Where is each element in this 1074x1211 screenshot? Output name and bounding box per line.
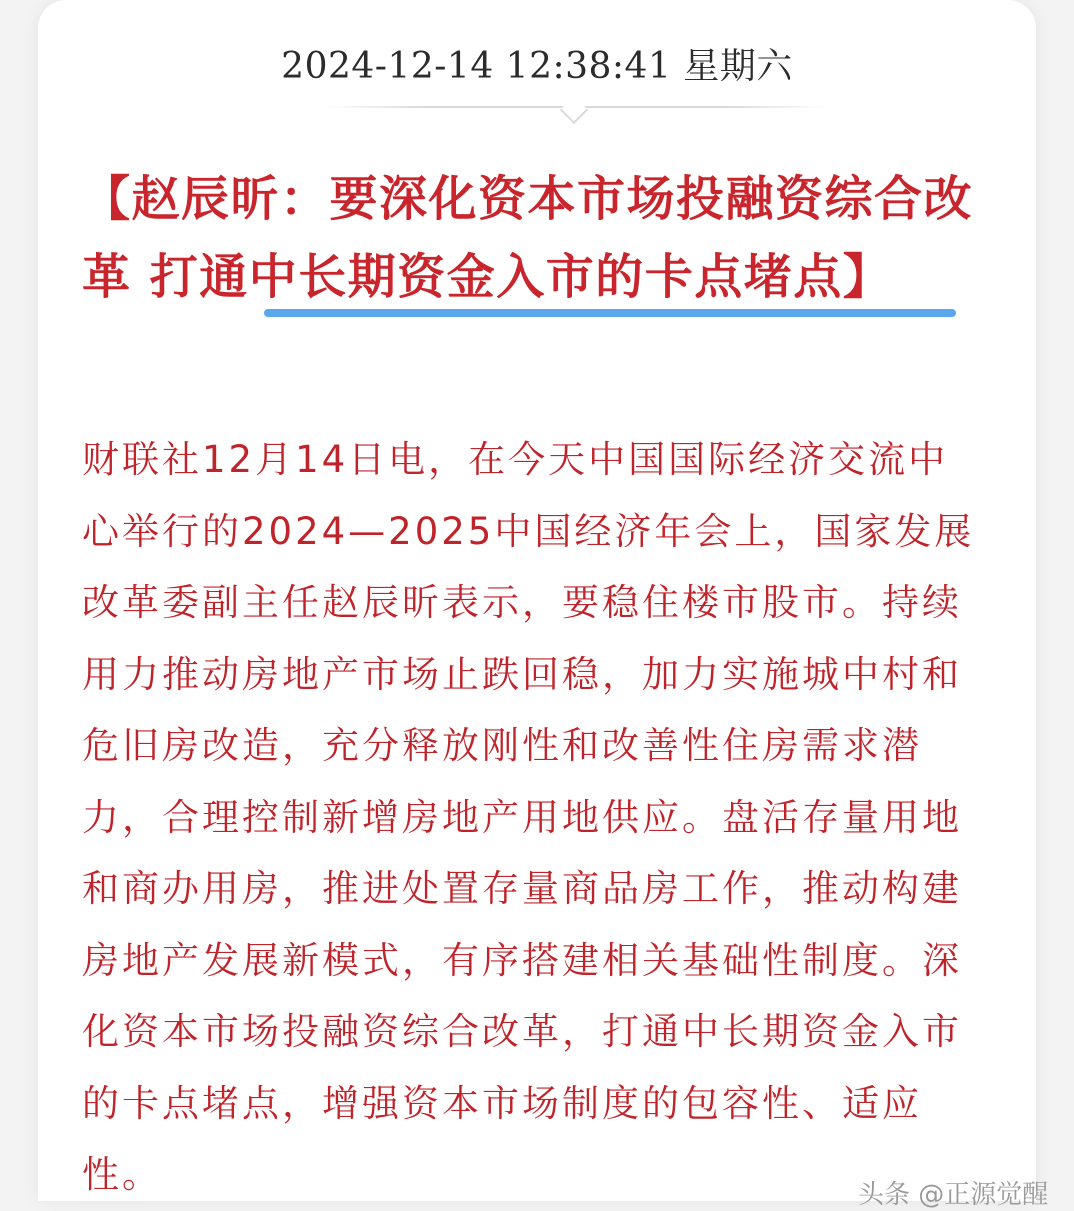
datetime-label: 2024-12-14 12:38:41 星期六 — [281, 46, 793, 87]
divider-notch-icon — [560, 96, 588, 124]
article-body: 财联社12月14日电，在今天中国国际经济交流中心举行的2024—2025中国经济年会上，国家发展改革委副主任赵辰昕表示，要稳住楼市股市。持续用力推动房地产市场止跌回稳，加力实施城中村和危旧房改造，充分释放刚性和改善性住房需求潜力，合理控制新增房地产用地供应。盘活存量用地和商办用房，推进处置存量商品房工作，推动构建房地产发展新模式，有序搭建相关基础性制度。深化资本市场投融资综合改革，打通中长期资金入市的卡点堵点，增强资本市场制度的包容性、适应性。 — [82, 438, 975, 1196]
highlight-underline — [264, 309, 956, 317]
article-headline: 【赵辰昕：要深化资本市场投融资综合改革 打通中长期资金入市的卡点堵点】 — [82, 171, 974, 305]
source-watermark: 头条 @正源觉醒 — [858, 1180, 1049, 1210]
